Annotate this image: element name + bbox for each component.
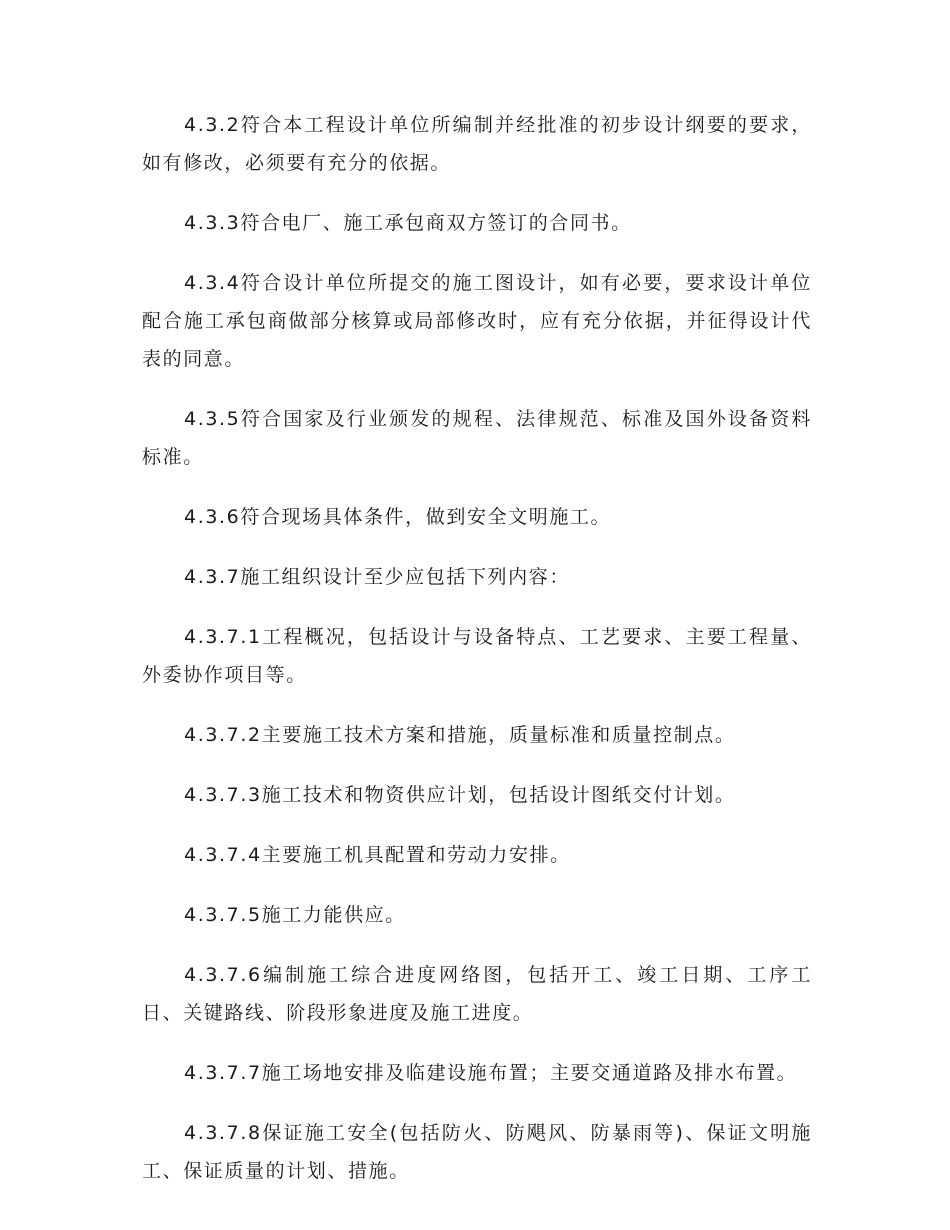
document-body (142, 106, 812, 1212)
paragraph-4-3-4: 4.3.4符合设计单位所提交的施工图设计，如有必要，要求设计单位配合施工承包商做部分核算或局部修改时，应有充分依据，并征得设计代表的同意。 (142, 272, 812, 370)
paragraph-4-3-5: 4.3.5符合国家及行业颁发的规程、法律规范、标准及国外设备资料标准。 (142, 408, 812, 468)
paragraph-4-3-6: 4.3.6符合现场具体条件，做到安全文明施工。 (184, 506, 612, 528)
paragraph-4-3-7-5: 4.3.7.5施工力能供应。 (184, 904, 406, 926)
paragraph-4-3-7-4: 4.3.7.4主要施工机具配置和劳动力安排。 (184, 844, 571, 866)
paragraph-4-3-7-2: 4.3.7.2主要施工技术方案和措施，质量标准和质量控制点。 (184, 724, 736, 746)
paragraph-4-3-7-8: 4.3.7.8保证施工安全(包括防火、防飓风、防暴雨等)、保证文明施工、保证质量的计划、措施。 (142, 1122, 812, 1182)
paragraph-4-3-2: 4.3.2符合本工程设计单位所编制并经批准的初步设计纲要的要求，如有修改，必须要有充分的依据。 (142, 114, 812, 174)
paragraph-4-3-7: 4.3.7施工组织设计至少应包括下列内容： (184, 566, 570, 588)
paragraph-4-3-7-6: 4.3.7.6编制施工综合进度网络图，包括开工、竣工日期、工序工日、关键路线、阶段形象进度及施工进度。 (142, 964, 812, 1024)
paragraph-4-3-7-1: 4.3.7.1工程概况，包括设计与设备特点、工艺要求、主要工程量、外委协作项目等。 (142, 626, 812, 686)
paragraph-4-3-7-3: 4.3.7.3施工技术和物资供应计划，包括设计图纸交付计划。 (184, 784, 736, 806)
paragraph-4-3-3: 4.3.3符合电厂、施工承包商双方签订的合同书。 (184, 212, 632, 234)
paragraph-4-3-7-7: 4.3.7.7施工场地安排及临建设施布置；主要交通道路及排水布置。 (184, 1062, 798, 1084)
